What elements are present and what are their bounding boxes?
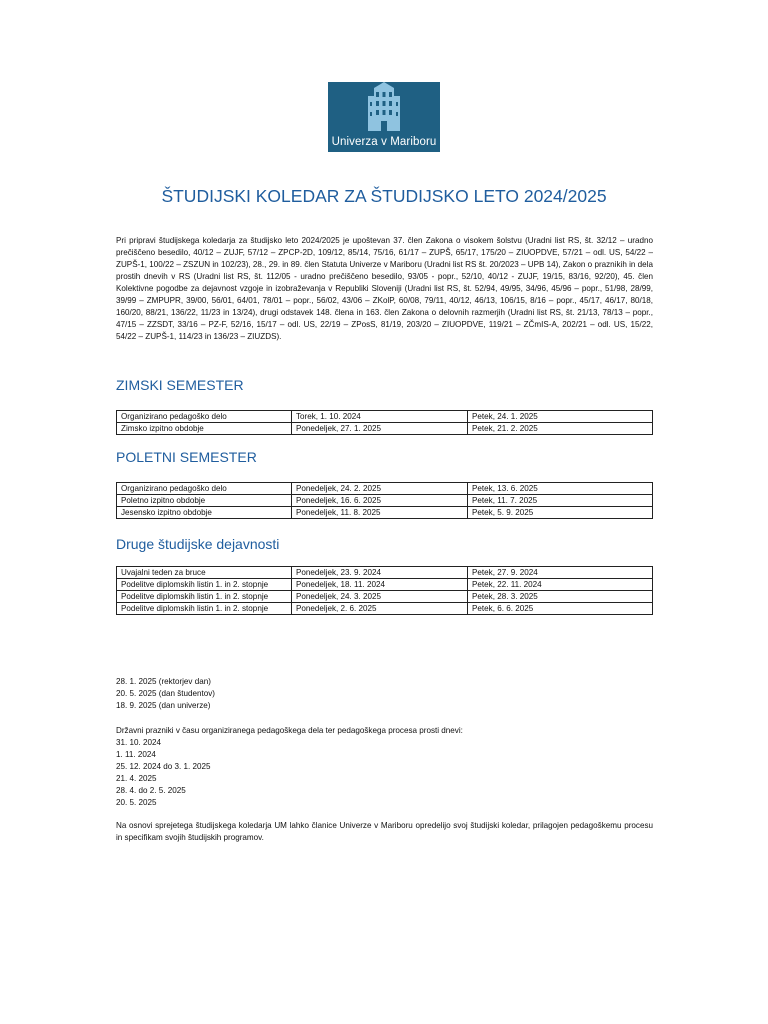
- table-cell: Podelitve diplomskih listin 1. in 2. stopnje: [117, 603, 292, 615]
- poletni-heading: POLETNI SEMESTER: [116, 449, 257, 465]
- table-cell: Ponedeljek, 27. 1. 2025: [292, 423, 468, 435]
- table-cell: Organizirano pedagoško delo: [117, 411, 292, 423]
- zimski-table: [116, 410, 653, 435]
- zimski-heading: ZIMSKI SEMESTER: [116, 377, 244, 393]
- holidays-list: [116, 725, 463, 809]
- table-cell: Jesensko izpitno obdobje: [117, 507, 292, 519]
- table-cell: Podelitve diplomskih listin 1. in 2. stopnje: [117, 591, 292, 603]
- table-cell: Petek, 11. 7. 2025: [468, 495, 653, 507]
- list-item: 20. 5. 2025: [116, 798, 157, 807]
- druge-table: [116, 566, 653, 615]
- table-row: [117, 483, 653, 495]
- table-cell: Petek, 28. 3. 2025: [468, 591, 653, 603]
- table-cell: Petek, 22. 11. 2024: [468, 579, 653, 591]
- outro-paragraph: Na osnovi sprejetega študijskega koledarja UM lahko članice Univerze v Mariboru opredelijo svoj študijski koledar, prilagojen pedagoškemu procesu in specifikam svojih študijskih programov.: [116, 821, 653, 842]
- list-item: 31. 10. 2024: [116, 738, 162, 747]
- table-row: [117, 603, 653, 615]
- table-cell: Ponedeljek, 11. 8. 2025: [292, 507, 468, 519]
- logo-text: Univerza v Mariboru: [331, 136, 437, 148]
- list-item: 28. 4. do 2. 5. 2025: [116, 786, 186, 795]
- table-cell: Petek, 24. 1. 2025: [468, 411, 653, 423]
- table-cell: Petek, 13. 6. 2025: [468, 483, 653, 495]
- list-item: 25. 12. 2024 do 3. 1. 2025: [116, 762, 211, 771]
- table-cell: Ponedeljek, 2. 6. 2025: [292, 603, 468, 615]
- table-cell: Uvajalni teden za bruce: [117, 567, 292, 579]
- page-title: ŠTUDIJSKI KOLEDAR ZA ŠTUDIJSKO LETO 2024/2025: [161, 186, 607, 206]
- table-cell: Podelitve diplomskih listin 1. in 2. stopnje: [117, 579, 292, 591]
- list-item: 18. 9. 2025 (dan univerze): [116, 701, 211, 710]
- table-row: [117, 495, 653, 507]
- list-item: 20. 5. 2025 (dan študentov): [116, 689, 215, 698]
- holidays-intro: Državni prazniki v času organiziranega pedagoškega dela ter pedagoškega procesa prosti dnevi:: [116, 726, 463, 735]
- table-cell: Ponedeljek, 23. 9. 2024: [292, 567, 468, 579]
- poletni-table: [116, 482, 653, 519]
- table-row: [117, 507, 653, 519]
- table-row: [117, 579, 653, 591]
- table-cell: Torek, 1. 10. 2024: [292, 411, 468, 423]
- table-row: [117, 567, 653, 579]
- table-cell: Organizirano pedagoško delo: [117, 483, 292, 495]
- table-row: [117, 423, 653, 435]
- table-cell: Ponedeljek, 18. 11. 2024: [292, 579, 468, 591]
- list-item: 21. 4. 2025: [116, 774, 157, 783]
- druge-heading: Druge študijske dejavnosti: [116, 536, 280, 552]
- table-cell: Petek, 27. 9. 2024: [468, 567, 653, 579]
- table-cell: Zimsko izpitno obdobje: [117, 423, 292, 435]
- list-item: 1. 11. 2024: [116, 750, 156, 759]
- table-row: [117, 411, 653, 423]
- table-cell: Ponedeljek, 24. 3. 2025: [292, 591, 468, 603]
- university-logo: [328, 82, 440, 152]
- table-cell: Petek, 21. 2. 2025: [468, 423, 653, 435]
- table-cell: Ponedeljek, 24. 2. 2025: [292, 483, 468, 495]
- intro-paragraph: Pri pripravi študijskega koledarja za študijsko leto 2024/2025 je upoštevan 37. člen Zakona o visokem šolstvu (Uradni list RS, št. 32/12 – uradno prečiščeno besedilo, 40/12 – ZUJF, 57/12 – ZPCP-2D, 109/12, 85/14, 75/16, 61/17 – ZUPŠ, 65/17, 175/20 – ZIUOPDVE, 57/21 – odl. US, 54/22 – ZUPŠ-1, 100/22 – ZSZUN in 102/23), 28., 29. in 89. člen Statuta Univerze v Mariboru (Uradni list RS št. 20/2023 – UPB 14), Zakon o praznikih in dela prostih dnevih v RS (Uradni list RS, št. 112/05 - uradno prečiščeno besedilo, 93/05 - popr., 52/10, 40/12 - ZUJF, 19/15, 83/16, 92/20), 45. člen Kolektivne pogodbe za dejavnost vzgoje in izobraževanja v Republiki Sloveniji (Uradni list RS, št. 52/94, 49/95, 34/96, 45/96 – popr., 51/98, 28/99, 39/99 – ZMPUPR, 39/00, 56/01, 64/01, 78/01 – popr., 56/02, 43/06 – ZKolP, 60/08, 79/11, 40/12, 46/13, 106/15, 8/16 – popr., 45/17, 46/17, 80/18, 160/20, 88/21, 136/22, 11/23 in 13/24), drugi odstavek 148. člena in 163. člen Zakona o delovnih razmerjih (Uradni list RS, št. 21/13, 78/13 – popr., 47/15 – ZZSDT, 33/16 – PZ-F, 52/16, 15/17 – odl. US, 22/19 – ZPosS, 81/19, 203/20 – ZIUOPDVE, 119/21 – ZČmIS-A, 202/21 – odl. US, 15/22, 54/22 – ZUPŠ-1, 114/23 in 136/23 – ZIUZDS).: [116, 236, 653, 341]
- table-cell: Petek, 5. 9. 2025: [468, 507, 653, 519]
- special-days-list: [116, 676, 215, 712]
- list-item: 28. 1. 2025 (rektorjev dan): [116, 677, 211, 686]
- table-cell: Poletno izpitno obdobje: [117, 495, 292, 507]
- table-cell: Ponedeljek, 16. 6. 2025: [292, 495, 468, 507]
- table-cell: Petek, 6. 6. 2025: [468, 603, 653, 615]
- table-row: [117, 591, 653, 603]
